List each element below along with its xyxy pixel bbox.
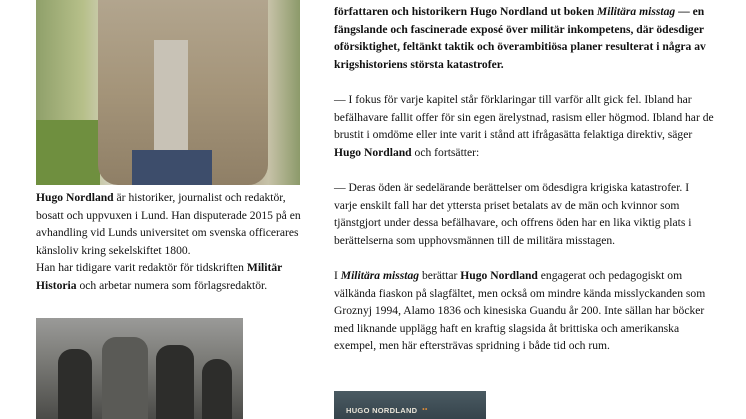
- para3-name: Hugo Nordland: [460, 268, 538, 282]
- book-title: Militära misstag: [596, 5, 676, 18]
- photo-figure: [58, 349, 92, 419]
- historical-generals-photo: [36, 318, 243, 419]
- quote-paragraph-1: [334, 91, 714, 161]
- book-cover: [334, 391, 486, 419]
- body-paragraph-3: [334, 267, 714, 355]
- book-cover-dots: ••: [422, 405, 428, 414]
- quote1-text: — I fokus för varje kapitel står förklaringar till varför allt gick fel. Ibland har befälhavare fallit offer för sin egen ärelystnad, rasism eller högmod. Ibland har de brustit i omdöme eller inte varit i stånd att ifrågasätta felaktiga direktiv, säger: [334, 92, 714, 142]
- photo-figure: [202, 359, 232, 419]
- intro-text-start: författaren och historikern Hugo Nordland ut boken: [334, 5, 597, 18]
- article-body: [334, 3, 714, 372]
- quote-paragraph-2: — Deras öden är sedelärande berättelser om ödesdigra krigiska katastrofer. I varje enskilt fall har det yttersta priset betalats av de män och kvinnor som tjänstgjort under dessa befälhavare, och offrens öden har en lika viktig plats i berättelserna som upphovsmännen till de militära misstagen.: [334, 180, 692, 247]
- caption-name: Hugo Nordland: [36, 191, 114, 204]
- photo-background-grass: [36, 120, 100, 185]
- caption-magazine: Militär Historia: [36, 261, 283, 292]
- intro-paragraph: [334, 3, 714, 73]
- para3-mid: berättar: [419, 268, 461, 282]
- photo-jeans: [132, 150, 212, 185]
- para3-book-title: Militära misstag: [340, 268, 420, 282]
- caption-bio: [36, 189, 306, 259]
- author-caption: [36, 189, 306, 295]
- photo-figure: [156, 345, 194, 419]
- photo-figure: [102, 337, 148, 419]
- book-cover-author: HUGO NORDLAND: [346, 406, 418, 415]
- caption-text-2: Han har tidigare varit redaktör för tidskriften: [36, 261, 247, 275]
- caption-text-1: är historiker, journalist och redaktör, bosatt och uppvuxen i Lund. Han disputerade 2015 på en avhandling vid Lunds universitet om svenska officerares känsloliv kring sekelskiftet 1800.: [36, 191, 301, 257]
- para3-start: I: [334, 268, 341, 282]
- caption-text-3: och arbetar numera som förlagsredaktör.: [76, 278, 268, 292]
- para3-rest: engagerat och pedagogiskt om välkända fiaskon på slagfältet, men också om mindre kända misslyckanden som Groznyj 1994, Alamo 1836 och kinesiska Guandu år 200. Inte sällan har böcker med liknande upplägg haft en kraftig slagsida åt brittiska och amerikanska exempel, men här eftersträvas spridning i både tid och rum.: [334, 268, 706, 353]
- quote1-name: Hugo Nordland: [334, 145, 412, 159]
- quote1-end: och fortsätter:: [411, 145, 480, 159]
- intro-text-rest: — en fängslande och fascinerade exposé över militär inkompetens, där ödesdiger oförsiktighet, feltänkt taktik och överambitiösa planer resulterat i några av krigshistoriens största katastrofer.: [334, 5, 706, 71]
- caption-editor: [36, 259, 306, 294]
- author-photo: [36, 0, 300, 185]
